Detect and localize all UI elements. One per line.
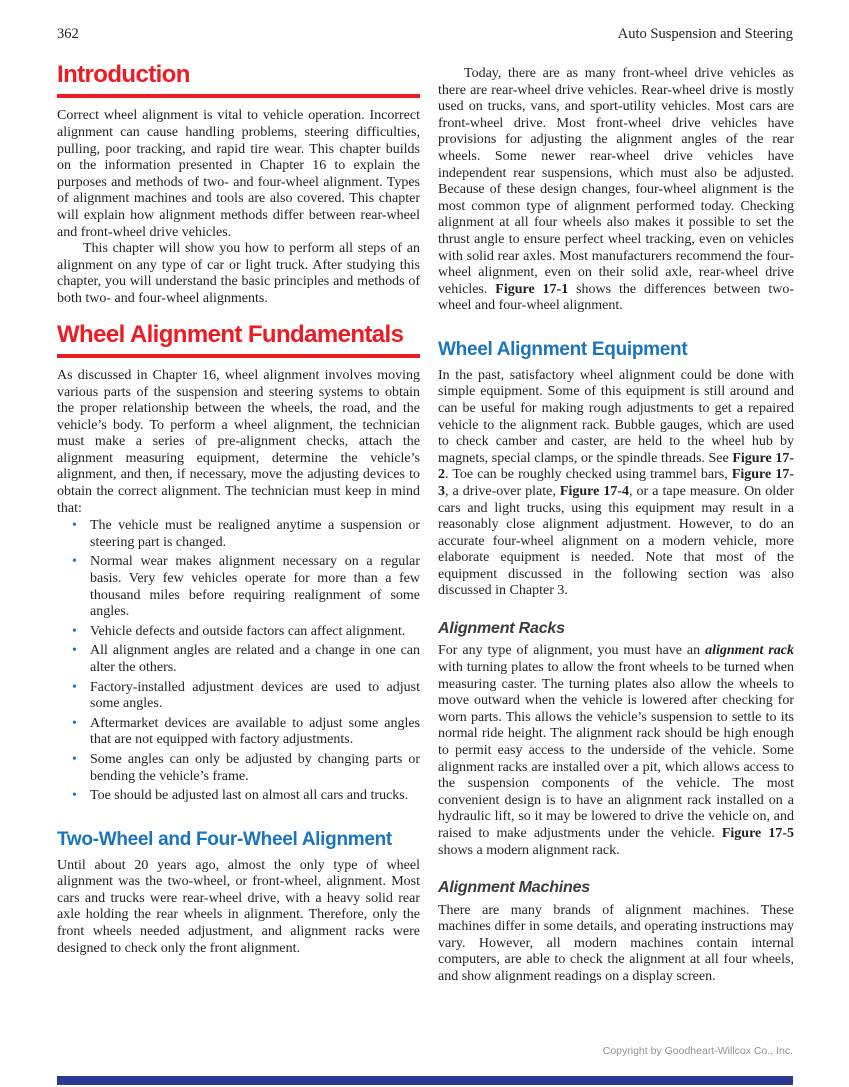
footer-bar [57,1076,793,1085]
page-number: 362 [57,26,79,42]
heading-alignment-racks: Alignment Racks [438,620,565,638]
bullet-item: • All alignment angles are related and a change in one can alter the others. [57,643,420,676]
racks-paragraph: For any type of alignment, you must have an alignment rack with turning plates to allow the front wheels to be turned when measuring caster. The turning plates also allow the wheels to move outward when the vehicle is lowered after checking for worn parts. This allows the vehicle’s suspension to settle to its normal ride height. The alignment rack should be high enough to permit easy access to the underside of the vehicle. Some alignment racks are installed over a pit, which allows access to the suspension components of the vehicle. The most convenient design is to have an alignment rack installed on a hydraulic lift, so it may be lowered to drive the vehicle on, and raised to make adjustments under the vehicle. Figure 17-5 shows a modern alignment rack. [438,643,794,858]
heading-rule [57,354,420,358]
bullet-item: • Aftermarket devices are available to adjust some angles that are not equipped with factory adjustments. [57,716,420,749]
today-paragraph: Today, there are as many front-wheel drive vehicles as there are rear-wheel drive vehicles. Rear-wheel drive is mostly used on trucks, vans, and sport-utility vehicles. Most cars are front-wheel drive. Most front-wheel drive vehicles have provisions for adjusting the alignment angles of the rear wheels. Some newer rear-wheel drive vehicles have independent rear suspensions, which must also be adjusted. Because of these design changes, four-wheel alignment is the most common type of alignment performed today. Checking alignment at all four wheels also makes it possible to set the thrust angle to ensure perfect wheel tracking, even on vehicles with solid rear axles. Most manufacturers recommend the four-wheel alignment, even on their solid axle, rear-wheel drive vehicles. Figure 17-1 shows the differences between two-wheel and four-wheel alignment. [438,66,794,314]
two-column-layout [57,48,794,986]
alignment-bullet-list [57,518,420,805]
copyright-notice: Copyright by Goodheart-Willcox Co., Inc. [602,1045,793,1057]
heading-equipment: Wheel Alignment Equipment [438,338,688,360]
bullet-item: • Toe should be adjusted last on almost all cars and trucks. [57,788,420,805]
bullet-item: • Normal wear makes alignment necessary on a regular basis. Very few vehicles operate for more than a few thousand miles before requiring realignment of some angles. [57,554,420,620]
two-wheel-paragraph: Until about 20 years ago, almost the only type of wheel alignment was the two-wheel, or front-wheel, alignment. Most cars and trucks were rear-wheel drive, with a heavy solid rear axle holding the rear wheels in alignment. Therefore, only the front wheels needed adjustment, and alignment racks were designed to check only the front alignment. [57,857,420,956]
bullet-item: • Factory-installed adjustment devices are used to adjust some angles. [57,680,420,713]
running-head-title: Auto Suspension and Steering [617,26,793,42]
right-column [438,48,794,986]
left-column [57,48,420,986]
machines-paragraph: There are many brands of alignment machines. These machines differ in some details, and operating instructions may vary. However, all modern machines contain internal computers, are able to check the alignment at all four wheels, and show alignment readings on a display screen. [438,902,794,984]
intro-paragraph-1: Correct wheel alignment is vital to vehicle operation. Incorrect alignment can cause handling problems, steering difficulties, pulling, poor tracking, and rapid tire wear. This chapter builds on the information presented in Chapter 16 to explain the purposes and methods of two- and four-wheel alignment. Types of alignment machines and tools are also covered. This chapter will explain how alignment methods differ between rear-wheel and front-wheel drive vehicles. [57,108,420,240]
heading-alignment-machines: Alignment Machines [438,879,590,897]
running-header [57,26,793,43]
bullet-item: • Vehicle defects and outside factors can affect alignment. [57,624,420,641]
bullet-item: • Some angles can only be adjusted by changing parts or bending the vehicle’s frame. [57,752,420,785]
heading-rule [57,94,420,98]
heading-two-wheel-four-wheel: Two-Wheel and Four-Wheel Alignment [57,828,392,850]
equipment-paragraph: In the past, satisfactory wheel alignment could be done with simple equipment. Some of this equipment is still around and can be useful for making rough adjustments to get a repaired vehicle to the alignment rack. Bubble gauges, which are used to check camber and caster, are held to the wheel hub by magnets, special clamps, or the spindle threads. See Figure 17-2. Toe can be roughly checked using trammel bars, Figure 17-3, a drive-over plate, Figure 17-4, or a tape measure. On older cars and light trucks, using this equipment may result in a reasonably close alignment adjustment. However, to do an accurate four-wheel alignment on a modern vehicle, more elaborate equipment is needed. Note that most of the equipment discussed in the following section was also discussed in Chapter 3. [438,367,794,599]
heading-fundamentals: Wheel Alignment Fundamentals [57,320,404,348]
fundamentals-paragraph: As discussed in Chapter 16, wheel alignment involves moving various parts of the suspension and steering systems to obtain the proper relationship between the wheels, the road, and the vehicle’s body. To perform a wheel alignment, the technician must make a series of pre-alignment checks, attach the alignment measuring equipment, determine the vehicle’s alignment, and then, if necessary, move the adjusting devices to obtain the correct alignment. The technician must keep in mind that: [57,367,420,516]
bullet-item: • The vehicle must be realigned anytime a suspension or steering part is changed. [57,518,420,551]
intro-paragraph-2: This chapter will show you how to perform all steps of an alignment on any type of car or light truck. After studying this chapter, you will understand the basic principles and methods of both two- and four-wheel alignments. [57,241,420,306]
heading-introduction: Introduction [57,61,190,88]
